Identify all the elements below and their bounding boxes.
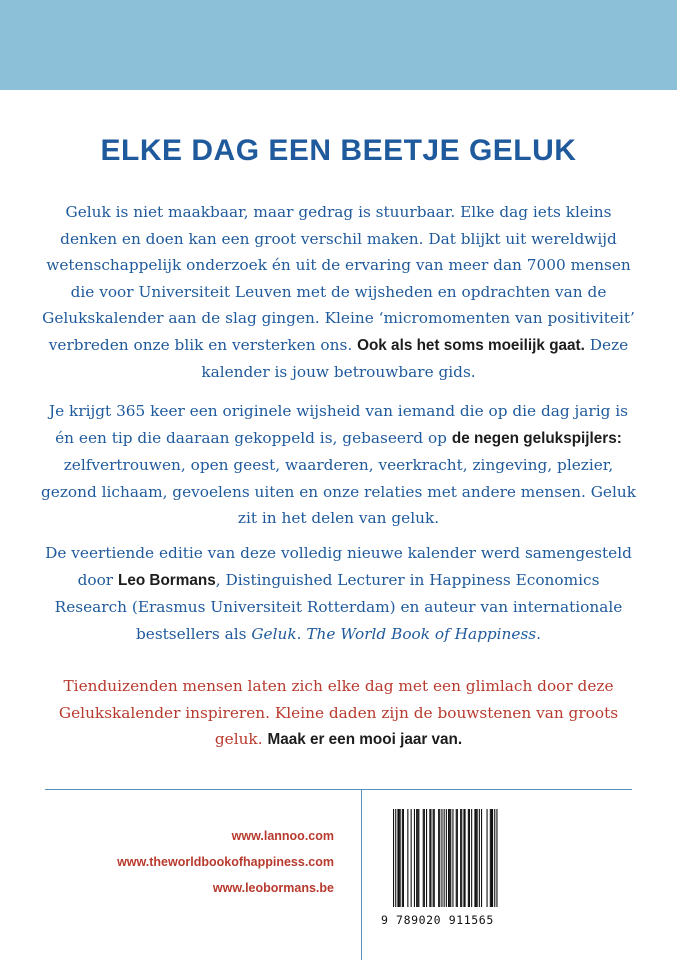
barcode-bar	[461, 809, 462, 907]
link-leobormans[interactable]: www.leobormans.be	[212, 881, 334, 895]
barcode-bar	[411, 809, 412, 907]
barcode-bar	[402, 809, 403, 907]
barcode-bar	[469, 809, 470, 907]
barcode-bar	[494, 809, 495, 907]
barcode-bar	[446, 809, 447, 907]
barcode-bar	[393, 809, 394, 907]
link-worldbookofhappiness[interactable]: www.theworldbookofhappiness.com	[117, 855, 334, 869]
barcode-bar	[465, 809, 466, 907]
closing-text: Tienduizenden mensen laten zich elke dag met een glimlach door deze Gelukskalender inspireren. Kleine daden zijn de bouwstenen van groots geluk.	[58, 677, 619, 748]
barcode-bars	[381, 809, 505, 913]
barcode-bar	[491, 809, 492, 907]
barcode-bar	[403, 809, 404, 907]
top-color-band	[0, 0, 677, 90]
author-mid: , Distinguished Lecturer in Happiness Economics Research (Erasmus Universiteit Rotterdam) en auteur van internationale bestsellers als	[54, 570, 623, 643]
closing-paragraph	[40, 673, 637, 754]
barcode-bar	[448, 809, 449, 907]
barcode-bar	[426, 809, 427, 907]
barcode-bar	[477, 809, 478, 907]
barcode-bar	[468, 809, 469, 907]
barcode-bar	[456, 809, 457, 907]
author-text: De veertiende editie van deze volledig nieuwe kalender werd samengesteld door	[45, 544, 632, 589]
barcode-bar	[481, 809, 482, 907]
barcode-bar	[487, 809, 488, 907]
barcode-bar	[463, 809, 464, 907]
vertical-divider	[361, 789, 362, 960]
pillars-tail: zelfvertrouwen, open geest, waarderen, veerkracht, zingeving, plezier, gezond lichaam, gevoelens uiten en onze relaties met andere mensen. Geluk zit in het delen van geluk.	[41, 456, 636, 527]
intro-bold-phrase: Ook als het soms moeilijk gaat.	[357, 336, 585, 354]
author-paragraph: De veertiende editie van deze volledig nieuwe kalender werd samengesteld door Leo Bormans, Distinguished Lecturer in Happiness Economics Research (Erasmus Universiteit Rotterdam) en auteur van internationale bestsellers als Geluk. The World Book of Happiness.	[45, 544, 632, 643]
barcode-bar	[492, 809, 493, 907]
pillars-text: Je krijgt 365 keer een originele wijsheid van iemand die op die dag jarig is én een tip die daaraan gekoppeld is, gebaseerd op	[49, 402, 628, 447]
headline: ELKE DAG EEN BEETJE GELUK	[100, 134, 577, 167]
barcode-bar	[407, 809, 408, 907]
barcode-bar	[417, 809, 418, 907]
pillars-paragraph	[40, 398, 637, 532]
barcode-bar	[433, 809, 434, 907]
barcode-bar	[416, 809, 417, 907]
barcode-bar	[423, 809, 424, 907]
barcode-bar	[490, 809, 491, 907]
barcode-bar	[430, 809, 431, 907]
barcode-bar	[400, 809, 401, 907]
barcode-bar	[438, 809, 439, 907]
barcode-bar	[397, 809, 398, 907]
barcode-bar	[434, 809, 435, 907]
barcode-bar	[395, 809, 396, 907]
intro-tail: Deze kalender is jouw betrouwbare gids.	[201, 335, 629, 381]
barcode-bar	[449, 809, 450, 907]
barcode	[381, 809, 505, 935]
barcode-bar	[429, 809, 430, 907]
barcode-number: 9 789020 911565	[381, 913, 494, 927]
barcode-bar	[457, 809, 458, 907]
barcode-bar	[474, 809, 475, 907]
horizontal-divider	[45, 789, 632, 790]
book-title-world-book: The World Book of Happiness	[306, 624, 537, 643]
barcode-bar	[460, 809, 461, 907]
barcode-bar	[476, 809, 477, 907]
barcode-bar	[424, 809, 425, 907]
barcode-bar	[471, 809, 472, 907]
link-lannoo[interactable]: www.lannoo.com	[231, 829, 334, 843]
barcode-bar	[479, 809, 480, 907]
book-title-geluk: Geluk	[251, 624, 297, 643]
barcode-bar	[496, 809, 497, 907]
closing-bold-phrase: Maak er een mooi jaar van.	[267, 731, 463, 748]
barcode-bar	[418, 809, 419, 907]
website-links	[40, 823, 334, 901]
barcode-bar	[444, 809, 445, 907]
barcode-bar	[441, 809, 442, 907]
barcode-bar	[450, 809, 451, 907]
barcode-bar	[439, 809, 440, 907]
barcode-bar	[452, 809, 453, 907]
pillars-bold-phrase: de negen gelukspijlers:	[451, 429, 622, 447]
intro-paragraph	[40, 199, 637, 386]
barcode-bar	[414, 809, 415, 907]
intro-text: Geluk is niet maakbaar, maar gedrag is stuurbaar. Elke dag iets kleins denken en doen kan een groot verschil maken. Dat blijkt uit wereldwijd wetenschappelijk onderzoek én uit de ervaring van meer dan 7000 mensen die voor Universiteit Leuven met de wijsheden en opdrachten van de Gelukskalender aan de slag gingen. Kleine ‘micromomenten van positiviteit’ verbreden onze blik en versterken ons.	[42, 203, 635, 354]
author-name: Leo Bormans	[117, 571, 216, 589]
barcode-bar	[399, 809, 400, 907]
